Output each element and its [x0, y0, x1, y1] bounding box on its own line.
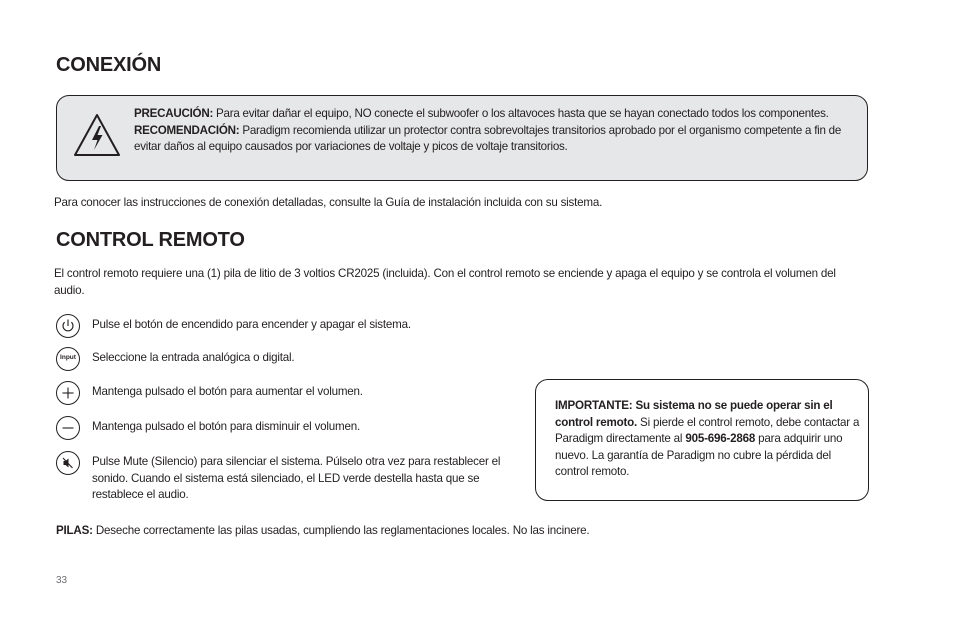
important-phone: 905-696-2868: [685, 432, 756, 446]
batteries-note: [56, 523, 589, 540]
minus-icon: [56, 416, 80, 440]
recommendation-body: Paradigm recomienda utilizar un protector contra sobrevoltajes transitorios aprobado por el organismo competente a fin de evitar daños al equipo causados por variaciones de voltaje y picos de voltaje transitorios.: [134, 123, 842, 154]
power-description: Pulse el botón de encendido para encender y apagar el sistema.: [92, 318, 411, 331]
important-body-2: para adquirir uno nuevo. La garantía de Paradigm no cubre la pérdida del control remoto.: [555, 432, 843, 479]
input-icon-label: Input: [60, 354, 76, 361]
recommendation-label: RECOMENDACIÓN:: [134, 123, 240, 137]
section-title-conexion: CONEXIÓN: [56, 54, 162, 76]
caution-body: Para evitar dañar el equipo, NO conecte el subwoofer o los altavoces hasta que se hayan conectado todos los componentes.: [213, 107, 829, 120]
remote-intro: El control remoto requiere una (1) pila de litio de 3 voltios CR2025 (incluida). Con el control remoto se enciende y apaga el equipo y se controla el volumen del audio.: [54, 267, 836, 297]
batteries-label: PILAS:: [56, 524, 93, 537]
mute-description: Pulse Mute (Silencio) para silenciar el sistema. Púlselo otra vez para restablecer el sonido. Cuando el sistema está silenciado, el LED verde destella hasta que se restablece el audio.: [92, 455, 501, 502]
important-text: [555, 398, 860, 481]
plus-icon: [56, 381, 80, 405]
mute-icon: [56, 451, 80, 475]
important-body-1: Si pierde el control remoto, debe contactar a Paradigm directamente al: [555, 415, 860, 446]
connection-instructions: Para conocer las instrucciones de conexión detalladas, consulte la Guía de instalación incluida con su sistema.: [54, 196, 603, 209]
volume-down-description: Mantenga pulsado el botón para disminuir el volumen.: [92, 420, 361, 433]
batteries-body: Deseche correctamente las pilas usadas, cumpliendo las reglamentaciones locales. No las incinere.: [92, 524, 590, 537]
section-title-control-remoto: CONTROL REMOTO: [56, 229, 245, 251]
caution-box: [56, 95, 868, 181]
important-label: IMPORTANTE: Su sistema no se puede operar sin el control remoto.: [555, 399, 833, 429]
caution-text: [134, 106, 854, 156]
input-icon: [56, 347, 80, 371]
warning-triangle-icon: [72, 112, 122, 158]
power-icon: [56, 314, 80, 338]
page-number: 33: [56, 575, 68, 586]
volume-up-description: Mantenga pulsado el botón para aumentar el volumen.: [92, 385, 363, 398]
input-description: Seleccione la entrada analógica o digital.: [92, 351, 295, 364]
important-box: [535, 379, 869, 501]
caution-label: PRECAUCIÓN:: [134, 107, 214, 120]
